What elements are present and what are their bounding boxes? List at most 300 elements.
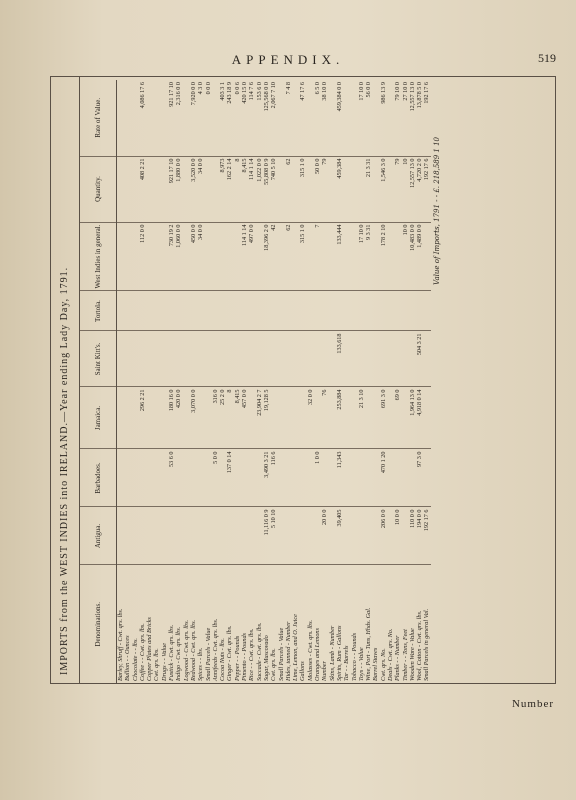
value-cell: 296 2 21 xyxy=(139,387,146,449)
value-cell xyxy=(241,331,248,387)
value-cell xyxy=(380,331,387,387)
value-cell: 62 xyxy=(285,222,292,291)
value-cell xyxy=(190,291,197,331)
table-row xyxy=(358,80,365,683)
table-row xyxy=(248,80,255,683)
value-cell xyxy=(270,331,277,387)
value-cell xyxy=(226,507,233,565)
total-label: Value of Imports, 1791 - - £. xyxy=(432,186,441,285)
value-cell: 740 5 10 xyxy=(270,156,277,222)
value-cell xyxy=(314,331,321,387)
value-cell: 1 0 0 xyxy=(314,449,321,507)
value-cell xyxy=(153,507,160,565)
value-cell: 194 0 0 xyxy=(416,507,423,565)
value-cell xyxy=(423,222,430,291)
value-cell: 7 xyxy=(314,222,321,291)
value-cell: 921 17 10 xyxy=(168,156,175,222)
value-cell xyxy=(117,331,125,387)
value-cell xyxy=(190,331,197,387)
value-cell: 10 xyxy=(402,156,409,222)
value-cell xyxy=(248,331,255,387)
value-cell: 192 17 6 xyxy=(423,156,430,222)
value-cell: 921 17 10 xyxy=(168,80,175,156)
value-cell: 0 0 6 xyxy=(234,80,241,156)
value-cell xyxy=(153,387,160,449)
denomination-cell: Molasses - Cwt. qrs. lbs. xyxy=(306,619,314,681)
column-header: Tortola. xyxy=(80,291,117,331)
value-cell: 12,557 13 0 xyxy=(409,80,416,156)
value-cell xyxy=(329,80,336,156)
denomination-cell: Indigo - Cwt. qrs. lbs. xyxy=(175,626,183,681)
value-cell: 69 0 xyxy=(394,387,401,449)
value-cell: 17 10 0 xyxy=(358,222,365,291)
value-cell xyxy=(161,387,168,449)
value-cell: 459,384 0 0 xyxy=(336,80,343,156)
value-cell xyxy=(292,387,299,449)
value-cell: 13,878 5 0 xyxy=(416,80,423,156)
denomination-cell: Succade - Cwt. qrs. lbs. xyxy=(255,622,263,681)
value-cell xyxy=(161,507,168,565)
value-cell xyxy=(117,449,125,507)
value-cell xyxy=(226,331,233,387)
table-row xyxy=(321,80,328,683)
column-header: Saint Kitt's. xyxy=(80,331,117,387)
value-cell xyxy=(372,449,379,507)
value-cell: 316 0 xyxy=(212,387,219,449)
denomination-cell: Hides, tanned - Number xyxy=(284,621,292,681)
value-cell xyxy=(256,291,263,331)
table-row xyxy=(226,80,233,683)
table-row xyxy=(124,80,131,683)
value-cell: 79 xyxy=(321,156,328,222)
value-cell: 470 1 20 xyxy=(380,449,387,507)
value-cell xyxy=(117,507,125,565)
value-cell xyxy=(307,156,314,222)
value-cell: 116 6 xyxy=(270,449,277,507)
value-cell xyxy=(307,507,314,565)
value-cell xyxy=(402,507,409,565)
value-cell xyxy=(321,291,328,331)
value-cell xyxy=(314,291,321,331)
value-cell xyxy=(226,222,233,291)
rotated-table xyxy=(51,77,555,683)
value-cell xyxy=(307,222,314,291)
value-cell xyxy=(365,291,372,331)
table-row xyxy=(146,80,153,683)
value-cell xyxy=(285,449,292,507)
imports-table xyxy=(80,80,431,683)
value-cell xyxy=(175,291,182,331)
table-row xyxy=(161,80,168,683)
denomination-cell: Spices - - lbs. xyxy=(197,647,205,681)
value-cell xyxy=(299,291,306,331)
value-cell xyxy=(146,507,153,565)
table-row xyxy=(314,80,321,683)
table-row xyxy=(307,80,314,683)
table-row xyxy=(351,80,358,683)
table-row xyxy=(153,80,160,683)
value-cell xyxy=(175,331,182,387)
denomination-cell: Cocoa Nuts - lbs. xyxy=(219,638,227,681)
value-cell xyxy=(205,291,212,331)
value-cell: 8,415 xyxy=(241,156,248,222)
table-row xyxy=(336,80,343,683)
table-title: IMPORTS from the WEST INDIES into IRELAND.—Year ending Lady Day, 1791. xyxy=(51,77,80,683)
value-cell xyxy=(394,331,401,387)
value-cell: 408 2 21 xyxy=(139,156,146,222)
value-cell xyxy=(183,156,190,222)
denomination-cell: Copper Plates and Bricks xyxy=(146,617,154,681)
table-row xyxy=(278,80,285,683)
value-cell xyxy=(117,387,125,449)
denomination-cell: Barley, Shruff - Cwt. qrs. lbs. xyxy=(117,608,124,681)
value-cell: 50 0 0 xyxy=(314,156,321,222)
value-cell xyxy=(256,507,263,565)
value-cell: 62 xyxy=(285,156,292,222)
value-cell xyxy=(175,507,182,565)
value-cell xyxy=(365,507,372,565)
value-cell xyxy=(183,507,190,565)
value-cell xyxy=(402,331,409,387)
value-cell xyxy=(117,222,125,291)
value-cell xyxy=(372,156,379,222)
value-cell: 114 1 14 xyxy=(241,222,248,291)
imports-table-frame xyxy=(50,76,556,684)
value-cell xyxy=(248,449,255,507)
table-row xyxy=(234,80,241,683)
value-cell: 39,405 xyxy=(336,507,343,565)
table-row xyxy=(329,80,336,683)
value-cell: 11,116 0 9 xyxy=(263,507,270,565)
table-row xyxy=(409,80,416,683)
value-cell: 112 0 0 xyxy=(139,222,146,291)
value-cell xyxy=(212,291,219,331)
value-cell: 178 2 10 xyxy=(380,222,387,291)
value-cell: 47 17 6 xyxy=(299,80,306,156)
denomination-cell: Lime, Lemon, and O. Juice xyxy=(292,614,300,681)
value-cell: 0 0 0 xyxy=(205,80,212,156)
denomination-cell: Rice - - Cwt. qrs. lbs. xyxy=(248,628,256,681)
table-row xyxy=(402,80,409,683)
value-cell xyxy=(402,291,409,331)
value-cell xyxy=(146,156,153,222)
value-cell xyxy=(351,156,358,222)
table-row xyxy=(197,80,204,683)
value-cell xyxy=(387,331,394,387)
value-cell xyxy=(423,387,430,449)
value-cell xyxy=(365,387,372,449)
table-row xyxy=(292,80,299,683)
table-row xyxy=(132,80,139,683)
value-cell xyxy=(343,156,350,222)
table-row xyxy=(285,80,292,683)
value-cell xyxy=(117,156,125,222)
value-cell xyxy=(139,507,146,565)
table-row xyxy=(394,80,401,683)
value-cell xyxy=(343,331,350,387)
value-cell xyxy=(153,449,160,507)
denomination-cell: Ginger - Cwt. qrs. lbs. xyxy=(226,625,234,681)
value-cell xyxy=(132,156,139,222)
value-cell xyxy=(212,156,219,222)
value-cell: 7 4 8 xyxy=(285,80,292,156)
table-row xyxy=(256,80,263,683)
value-cell xyxy=(197,291,204,331)
denomination-cell: Gallons xyxy=(299,661,307,681)
value-cell xyxy=(292,80,299,156)
value-cell xyxy=(256,449,263,507)
value-cell xyxy=(358,156,365,222)
value-cell xyxy=(183,291,190,331)
value-cell: 450 0 0 xyxy=(190,222,197,291)
value-cell: 2,067 7 10 xyxy=(270,80,277,156)
value-cell xyxy=(416,291,423,331)
value-cell xyxy=(146,387,153,449)
value-cell: 9 3 31 xyxy=(365,222,372,291)
value-cell xyxy=(146,222,153,291)
value-cell xyxy=(387,222,394,291)
value-cell xyxy=(197,507,204,565)
table-row xyxy=(212,80,219,683)
value-cell xyxy=(278,331,285,387)
value-cell xyxy=(278,507,285,565)
table-row xyxy=(365,80,372,683)
value-cell xyxy=(278,222,285,291)
value-cell: 17 10 0 xyxy=(358,80,365,156)
table-row xyxy=(205,80,212,683)
value-cell xyxy=(329,387,336,449)
value-cell xyxy=(292,156,299,222)
value-cell xyxy=(372,222,379,291)
value-cell: 4 3 0 xyxy=(197,80,204,156)
value-cell xyxy=(219,507,226,565)
value-cell: 5 10 10 xyxy=(270,507,277,565)
value-cell: 125,568 0 0 xyxy=(263,80,270,156)
value-cell: 32 0 0 xyxy=(307,387,314,449)
column-header: Antigua. xyxy=(80,507,117,565)
value-cell xyxy=(343,80,350,156)
value-cell xyxy=(329,156,336,222)
value-cell xyxy=(307,80,314,156)
value-cell: 38 10 0 xyxy=(321,80,328,156)
value-cell xyxy=(153,80,160,156)
value-cell xyxy=(423,331,430,387)
value-cell xyxy=(387,449,394,507)
value-cell xyxy=(153,291,160,331)
value-cell xyxy=(423,291,430,331)
value-cell: 114 7 6 xyxy=(248,80,255,156)
denomination-cell: Pepper - - Pounds xyxy=(233,635,241,681)
value-cell xyxy=(387,387,394,449)
value-cell xyxy=(234,449,241,507)
value-cell xyxy=(124,507,131,565)
value-cell xyxy=(205,156,212,222)
table-row xyxy=(263,80,270,683)
value-cell xyxy=(285,291,292,331)
value-cell: 10,483 0 0 xyxy=(409,222,416,291)
denomination-cell: Sugar, Muscovado xyxy=(262,635,270,681)
denomination-cell: Chocolate - - lbs. xyxy=(131,638,139,681)
value-cell xyxy=(292,449,299,507)
value-cell: 243 18 9 xyxy=(226,80,233,156)
value-cell xyxy=(183,387,190,449)
value-cell: 3,070 0 0 xyxy=(190,387,197,449)
value-cell xyxy=(409,291,416,331)
value-cell: 12,557 13 0 xyxy=(409,156,416,222)
table-row xyxy=(423,80,430,683)
value-cell xyxy=(292,507,299,565)
value-cell xyxy=(372,507,379,565)
value-cell xyxy=(329,331,336,387)
value-cell xyxy=(183,331,190,387)
value-cell: 162 2 14 xyxy=(226,156,233,222)
value-cell xyxy=(343,507,350,565)
value-cell: 76 xyxy=(321,387,328,449)
value-cell xyxy=(394,222,401,291)
denomination-cell: Timber - - Tons, Feet xyxy=(401,629,409,681)
table-row xyxy=(343,80,350,683)
value-cell xyxy=(292,291,299,331)
value-cell xyxy=(285,387,292,449)
value-cell xyxy=(387,291,394,331)
value-cell xyxy=(161,449,168,507)
value-cell xyxy=(161,222,168,291)
value-cell xyxy=(307,449,314,507)
value-cell: 7,920 0 0 xyxy=(190,80,197,156)
value-cell xyxy=(351,449,358,507)
value-cell xyxy=(365,331,372,387)
denomination-cell: Bullion - - Ounces xyxy=(124,635,132,681)
value-cell xyxy=(241,291,248,331)
value-cell xyxy=(197,449,204,507)
value-cell xyxy=(212,80,219,156)
value-cell xyxy=(307,291,314,331)
value-cell xyxy=(124,222,131,291)
table-row xyxy=(380,80,387,683)
value-cell xyxy=(314,387,321,449)
value-cell: 21 3 10 xyxy=(358,387,365,449)
value-cell: 1,060 0 0 xyxy=(175,222,182,291)
value-cell: 730 19 2 xyxy=(168,222,175,291)
value-cell xyxy=(234,331,241,387)
value-cell: 253,884 xyxy=(336,387,343,449)
value-cell xyxy=(168,331,175,387)
value-cell xyxy=(197,387,204,449)
value-cell xyxy=(219,222,226,291)
value-cell xyxy=(365,449,372,507)
value-cell xyxy=(161,80,168,156)
value-cell xyxy=(387,156,394,222)
value-cell xyxy=(270,387,277,449)
value-cell xyxy=(278,291,285,331)
value-cell xyxy=(351,222,358,291)
value-cell: 114 1 14 xyxy=(248,156,255,222)
value-cell xyxy=(351,507,358,565)
table-row xyxy=(299,80,306,683)
value-cell xyxy=(351,387,358,449)
denomination-cell: Wool, Cotton - Cwt. qrs. lbs. xyxy=(416,610,424,681)
table-row xyxy=(183,80,190,683)
value-cell xyxy=(153,156,160,222)
value-cell xyxy=(234,291,241,331)
value-cell xyxy=(321,449,328,507)
value-cell xyxy=(146,449,153,507)
value-cell xyxy=(205,331,212,387)
value-cell xyxy=(402,387,409,449)
value-cell xyxy=(139,291,146,331)
value-cell xyxy=(409,331,416,387)
value-cell xyxy=(205,507,212,565)
table-row xyxy=(270,80,277,683)
value-cell xyxy=(387,507,394,565)
value-cell: 97 3 0 xyxy=(416,449,423,507)
value-cell: 4,720 2 0 xyxy=(416,156,423,222)
value-cell: 1,489 0 0 xyxy=(416,222,423,291)
total-value: 218,589 1 10 xyxy=(432,137,441,184)
denomination-cell: Fustick - Cwt. qrs. lbs. xyxy=(168,624,176,681)
value-cell xyxy=(248,291,255,331)
value-cell: 79 10 0 xyxy=(394,80,401,156)
value-cell: 1,880 0 0 xyxy=(175,156,182,222)
value-cell xyxy=(263,291,270,331)
value-cell xyxy=(278,387,285,449)
value-cell: 4,918 0 14 xyxy=(416,387,423,449)
denomination-cell: Cwt. qrs. lbs. xyxy=(270,648,278,681)
value-cell xyxy=(343,449,350,507)
value-cell xyxy=(299,449,306,507)
catchword: Number xyxy=(511,698,554,710)
value-cell: 23,904 2 7 xyxy=(256,387,263,449)
denomination-cell: Cwt. qrs. No. xyxy=(379,648,387,681)
denomination-cell: Logwood - Cwt. qrs. lbs. xyxy=(182,619,190,681)
table-row xyxy=(190,80,197,683)
value-cell xyxy=(139,449,146,507)
value-cell xyxy=(146,291,153,331)
value-cell: 8 xyxy=(226,387,233,449)
value-cell: 110 0 0 xyxy=(409,507,416,565)
value-cell: 3,490 3 21 xyxy=(263,449,270,507)
denomination-cell: Barrel Staves xyxy=(372,647,380,681)
value-cell xyxy=(256,222,263,291)
column-header: Rate of Value. xyxy=(80,80,117,156)
value-cell xyxy=(394,449,401,507)
denomination-cell: Small Parcels - Value xyxy=(277,627,285,681)
table-header-row xyxy=(80,80,117,683)
value-cell xyxy=(183,80,190,156)
denomination-cell: Annifeeds - Cwt. qrs. lbs. xyxy=(211,618,219,681)
value-cell xyxy=(197,331,204,387)
value-cell xyxy=(270,291,277,331)
table-row xyxy=(416,80,423,683)
value-cell xyxy=(132,291,139,331)
value-cell xyxy=(124,331,131,387)
table-row xyxy=(168,80,175,683)
value-cell xyxy=(285,507,292,565)
value-cell xyxy=(321,331,328,387)
value-cell: 19,128 5 xyxy=(263,387,270,449)
value-cell xyxy=(124,156,131,222)
value-cell xyxy=(278,80,285,156)
denomination-cell: Tobacco - - Pounds xyxy=(350,632,358,681)
value-cell xyxy=(321,222,328,291)
value-cell xyxy=(358,449,365,507)
value-cell xyxy=(124,449,131,507)
value-cell xyxy=(329,507,336,565)
denomination-cell: Deals - Cwt. qrs. No. xyxy=(386,628,394,681)
value-cell: 192 17 6 xyxy=(423,80,430,156)
value-cell xyxy=(358,507,365,565)
value-cell xyxy=(358,291,365,331)
